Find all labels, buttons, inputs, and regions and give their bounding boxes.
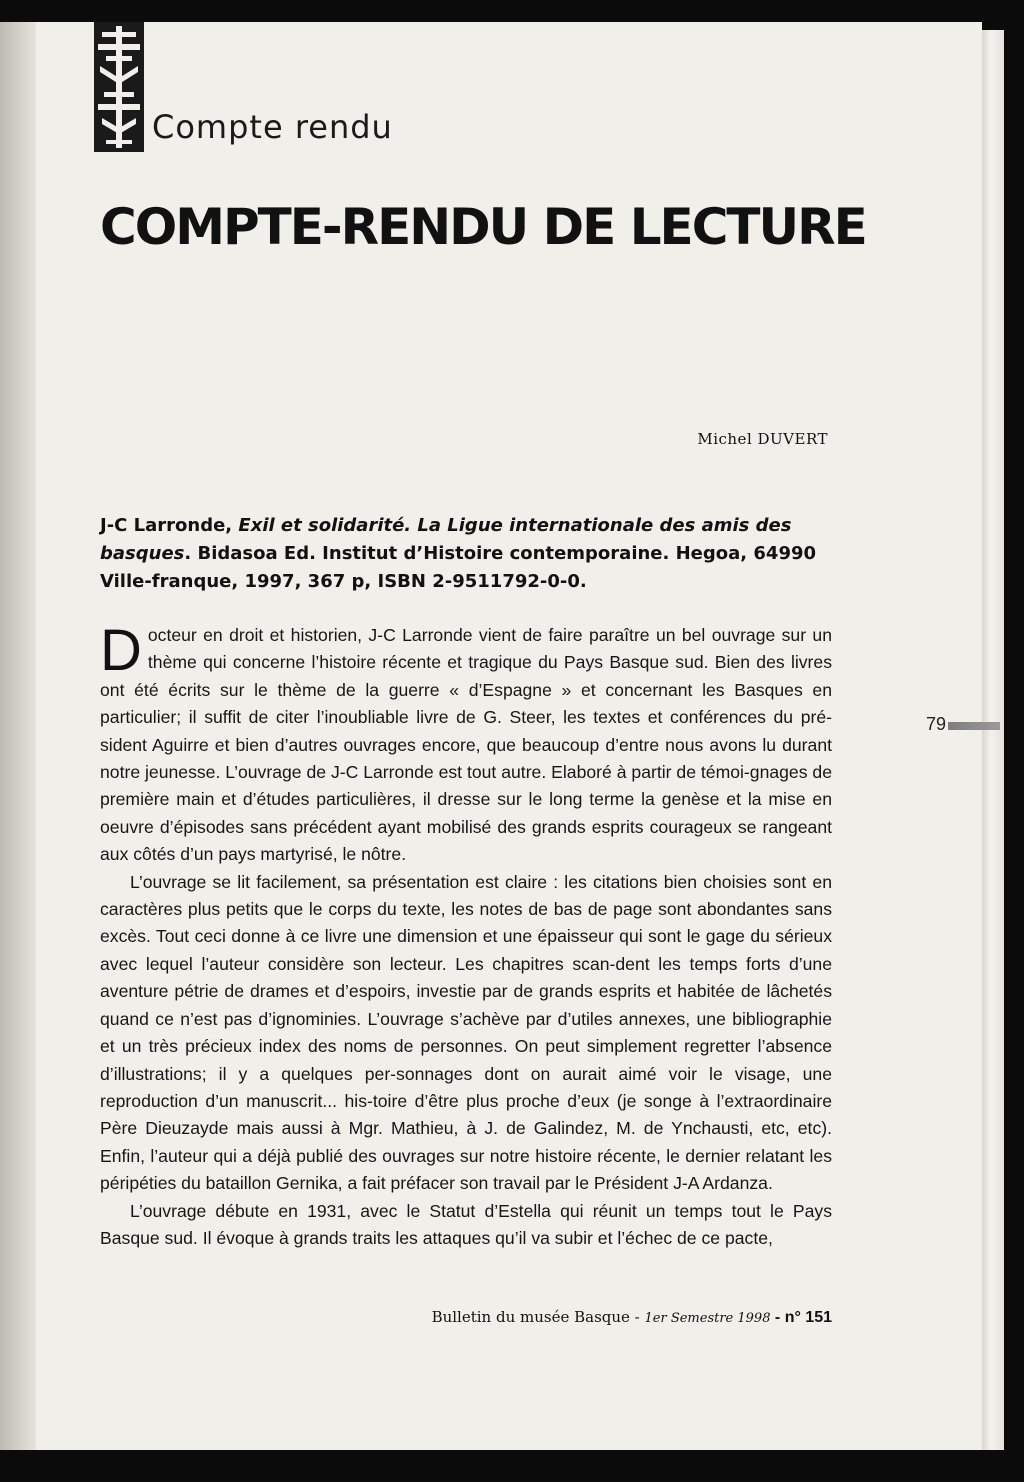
paragraph-text: octeur en droit et historien, J-C Larronde vient de faire paraître un bel ouvrage sur un thème qui concerne l’histoire récente et tragique du Pays Basque sud. Bien des livres ont été écrits sur le thème de la guerre « d’Espagne » et concernant les Basques en particulier; il suffit de citer l’inoubliable livre de G. Steer, les textes et conférences du pré-sident Aguirre et bien d’autres ouvrages encore, que beaucoup d’entre nous avons lu durant notre jeunesse. L’ouvrage de J-C Larronde est tout autre. Elaboré à partir de témoi-gnages de première main et d’études particulières, il dresse sur le long terme la genèse et la mise en oeuvre d’épisodes sans précédent ayant mobilisé des grands esprits courageux se rangeant aux côtés d’un pays martyrisé, le nôtre. xyxy=(100,625,832,865)
footer-semester: 1er Semestre 1998 xyxy=(644,1311,771,1326)
footer-issue: - n° 151 xyxy=(770,1309,832,1326)
footer-bulletin: Bulletin du musée Basque - xyxy=(431,1308,645,1326)
book-reference xyxy=(100,512,832,596)
page-number: 79 xyxy=(926,714,947,734)
page-tab-marker xyxy=(948,722,1000,730)
basque-ornament-icon xyxy=(94,22,144,152)
reference-book-title: Exil et solidarité. La Ligue internationale des amis des basques xyxy=(100,515,792,564)
article-title: COMPTE-RENDU DE LECTURE xyxy=(100,198,866,256)
paragraph: L’ouvrage se lit facilement, sa présentation est claire : les citations bien choisies sont en caractères plus petits que le corps du texte, les notes de bas de page sont abondantes sans excès. Tout ceci donne à ce livre une dimension et une épaisseur qui sont le gage du sérieux avec lequel l’auteur considère son lecteur. Les chapitres scan-dent les temps forts d’une aventure pétrie de drames et d’espoirs, investie par de grands esprits et habitée de lâchetés quand ce n’est pas d’ignominies. L’ouvrage s’achève par d’utiles annexes, une bibliographie et un très précieux index des noms de personnes. On peut simplement regretter l’absence d’illustrations; il y a quelques per-sonnages dont on aurait aimé voir le visage, une reproduction d’un manuscrit... his-toire d’être plus proche d’eux (je songe à l’extraordinaire Père Dieuzayde mais aussi à Mgr. Mathieu, à J. de Galindez, M. de Ynchausti, etc, etc). Enfin, l’auteur qui a déjà publié des ouvrages sur notre histoire récente, le dernier relatant les péripéties du bataillon Gernika, a fait préfacer son travail par le Président J-A Ardanza. xyxy=(100,871,832,1194)
paragraph xyxy=(100,618,832,869)
reference-details: . Bidasoa Ed. Institut d’Histoire contemporaine. Hegoa, 64990 Ville-franque, 1997, 367 p, ISBN 2-9511792-0-0. xyxy=(100,543,817,592)
paragraph: L’ouvrage débute en 1931, avec le Statut d’Estella qui réunit un temps tout le Pays Basque sud. Il évoque à grands traits les attaques qu’il va subir et l’échec de ce pacte, xyxy=(100,1200,832,1248)
article-body xyxy=(100,618,832,1252)
drop-cap: D xyxy=(100,618,142,683)
section-title: Compte rendu xyxy=(152,108,393,146)
page-footer xyxy=(432,1308,832,1327)
reference-author: J-C Larronde, xyxy=(100,515,239,536)
author-name: Michel DUVERT xyxy=(697,430,828,448)
previous-page-edge xyxy=(0,22,36,1450)
page-edge xyxy=(982,30,1004,1450)
